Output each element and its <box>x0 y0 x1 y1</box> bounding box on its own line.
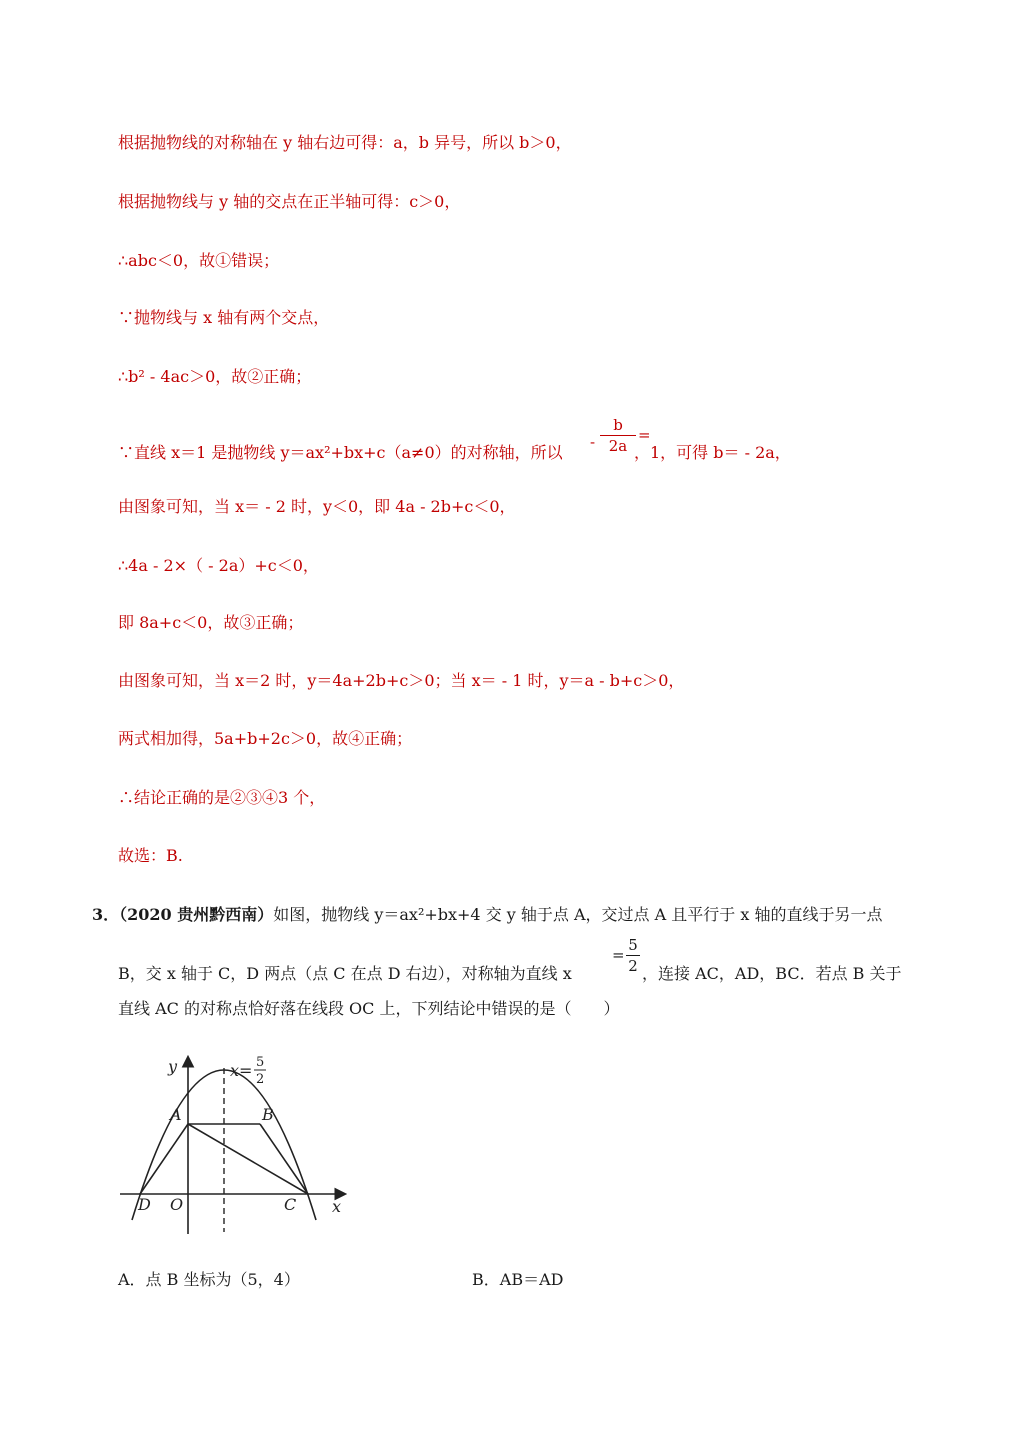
solution-line-5: ∴b² - 4ac＞0，故②正确； <box>118 367 312 386</box>
parabola-figure <box>118 1048 358 1238</box>
question-number: 3． <box>92 905 120 924</box>
solution-line-2: 根据抛物线与 y 轴的交点在正半轴可得：c＞0， <box>118 192 461 211</box>
point-b-label: B <box>262 1105 274 1124</box>
question-source: （2020 贵州黔西南） <box>119 905 274 924</box>
solution-line-8: ∴4a - 2×（ - 2a）+c＜0， <box>118 556 319 575</box>
point-d-label: D <box>138 1195 151 1214</box>
question-line-2b: ，连接 AC，AD，BC．若点 B 关于 <box>642 964 902 983</box>
axis-fraction-den: 2 <box>256 1072 265 1087</box>
question-line-3: 直线 AC 的对称点恰好落在线段 OC 上，下列结论中错误的是（ ） <box>118 999 620 1018</box>
solution-line-6b: ，1，可得 b＝ - 2a， <box>634 443 791 462</box>
point-a-label: A <box>170 1105 182 1124</box>
solution-line-4: ∵抛物线与 x 轴有两个交点， <box>118 308 330 327</box>
solution-line-9: 即 8a+c＜0，故③正确； <box>118 613 304 632</box>
axis-equation-label: x= <box>230 1061 253 1080</box>
question-line-1 <box>92 905 882 925</box>
solution-line-11: 两式相加得，5a+b+2c＞0，故④正确； <box>118 729 413 748</box>
axis-fraction-num: 5 <box>256 1055 265 1070</box>
solution-line-13: 故选：B. <box>118 846 183 865</box>
solution-line-3: ∴abc＜0，故①错误； <box>118 251 280 270</box>
question-text-1: 如图，抛物线 y＝ax²+bx+4 交 y 轴于点 A，交过点 A 且平行于 x 轴的直线于另一点 <box>273 905 883 924</box>
point-o-label: O <box>170 1195 184 1214</box>
question-line-2a: B，交 x 轴于 C，D 两点（点 C 在点 D 右边），对称轴为直线 x <box>118 964 572 983</box>
option-a[interactable]: A．点 B 坐标为（5，4） <box>118 1270 300 1289</box>
y-axis-label: y <box>168 1057 178 1076</box>
segment-ac <box>188 1124 308 1194</box>
option-b[interactable]: B．AB＝AD <box>472 1270 564 1289</box>
solution-line-10: 由图象可知，当 x＝2 时，y＝4a+2b+c＞0；当 x＝ - 1 时，y＝a - b+c＞0， <box>118 671 685 690</box>
x-axis-label: x <box>332 1197 342 1216</box>
solution-line-7: 由图象可知，当 x＝ - 2 时，y＜0，即 4a - 2b+c＜0， <box>118 497 516 516</box>
point-c-label: C <box>284 1195 297 1214</box>
solution-line-6: ∵直线 x＝1 是抛物线 y＝ax²+bx+c（a≠0）的对称轴，所以 <box>118 443 563 462</box>
solution-line-1: 根据抛物线的对称轴在 y 轴右边可得：a，b 异号，所以 b＞0， <box>118 133 572 152</box>
solution-line-12: ∴结论正确的是②③④3 个， <box>118 788 326 807</box>
